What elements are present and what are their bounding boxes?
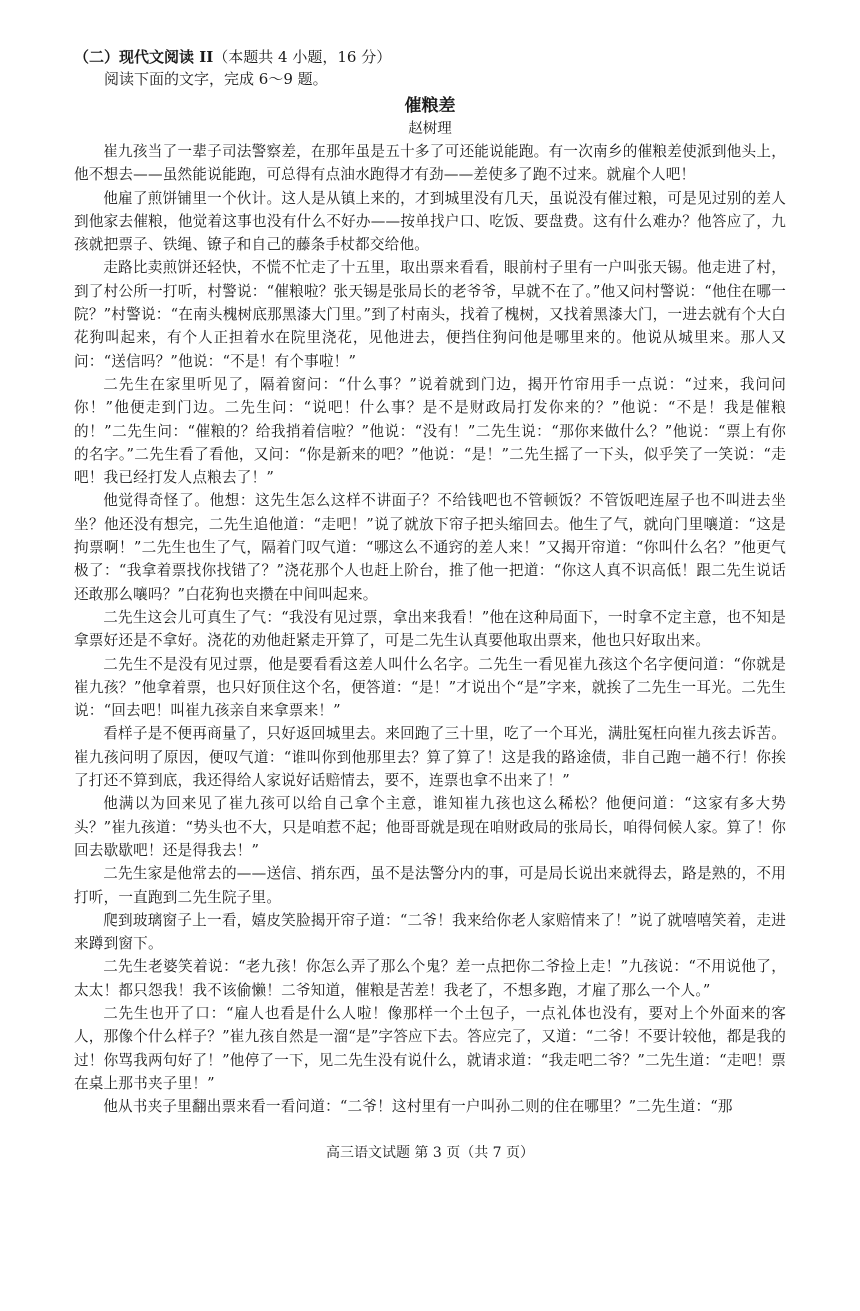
- section-note: （本题共 4 小题，16 分）: [213, 48, 392, 66]
- paragraph: 他满以为回来见了崔九孩可以给自己拿个主意，谁知崔九孩也这么稀松？他便问道：“这家有多大势头？”崔九孩道：“势头也不大，只是咱惹不起；他哥哥就是现在咱财政局的张局长，咱得伺候人家。算了！你回去歇歇吧！还是得我去！”: [74, 795, 786, 859]
- paragraph: 他从书夹子里翻出票来看一看问道：“二爷！这村里有一户叫孙二则的住在哪里？”二先生道：“那: [103, 1098, 733, 1116]
- story-title: 催粮差: [404, 96, 456, 116]
- exam-page: [74, 46, 786, 1118]
- page-footer: 高三语文试题 第 3 页（共 7 页）: [325, 1145, 535, 1161]
- reading-instruction: 阅读下面的文字，完成 6～9 题。: [104, 70, 328, 88]
- section-label: （二）现代文阅读 II: [74, 48, 214, 66]
- story-body: [74, 140, 786, 1118]
- paragraph: 二先生这会儿可真生了气：“我没有见过票，拿出来我看！”他在这种局面下，一时拿不定主意，也不知是拿票好还是不拿好。浇花的劝他赶紧走开算了，可是二先生认真要他取出票来，他也只好取出来。: [74, 608, 786, 650]
- section-header: [74, 46, 786, 68]
- paragraph: 二先生老婆笑着说：“老九孩！你怎么弄了那么个鬼？差一点把你二爷捡上走！”九孩说：“不用说他了，太太！都只怨我！我不该偷懒！二爷知道，催粮是苦差！我老了，不想多跑，才雇了那么一个人。”: [74, 958, 786, 999]
- paragraph: 二先生也开了口：“雇人也看是什么人啦！像那样一个土包子，一点礼体也没有，要对上个外面来的客人，那像个什么样子？”崔九孩自然是一溜“是”字答应下去。答应完了，又道：“二爷！不要计较他，都是我的过！你骂我两句好了！”他停了一下，见二先生没有说什么，就请求道：“我走吧二爷？”二先生道：“走吧！票在桌上那书夹子里！”: [74, 1004, 786, 1092]
- paragraph: 走路比卖煎饼还轻快，不慌不忙走了十五里，取出票来看看，眼前村子里有一户叫张天锡。他走进了村，到了村公所一打听，村警说：“催粮啦？张天锡是张局长的老爷爷，早就不在了。”他又问村警说：“他住在哪一院？”村警说：“在南头槐树底那黑漆大门里。”到了村南头，找着了槐树，又找着黑漆大门，一进去就有个大白花狗叫起来，有个人正担着水在院里浇花，见他进去，便挡住狗问他是哪里来的。他说从城里来。那人又问：“送信吗？”他说：“不是！有个事啦！”: [74, 259, 786, 370]
- paragraph: 二先生在家里听见了，隔着窗问：“什么事？”说着就到门边，揭开竹帘用手一点说：“过来，我问问你！”他便走到门边。二先生问：“说吧！什么事？是不是财政局打发你来的？”他说：“不是！我是催粮的！”二先生问：“催粮的？给我捎着信啦？”他说：“没有！”二先生说：“那你来做什么？”他说：“票上有你的名字。”二先生看了看他，又问：“你是新来的吧？”他说：“是！”二先生摇了一下头，似乎笑了一笑说：“走吧！我已经打发人点粮去了！”: [74, 375, 786, 487]
- paragraph: 二先生家是他常去的——送信、捎东西，虽不是法警分内的事，可是局长说出来就得去，路是熟的，不用打听，一直跑到二先生院子里。: [74, 865, 786, 906]
- paragraph: 二先生不是没有见过票，他是要看看这差人叫什么名字。二先生一看见崔九孩这个名字便问道：“你就是崔九孩？”他拿着票，也只好顶住这个名，便答道：“是！”才说出个“是”字来，就挨了二先生一耳光。二先生说：“回去吧！叫崔九孩亲自来拿票来！”: [74, 655, 786, 720]
- story-author: 赵树理: [408, 121, 452, 137]
- paragraph: 他雇了煎饼铺里一个伙计。这人是从镇上来的，才到城里没有几天，虽说没有催过粮，可是见过别的差人到他家去催粮，他觉着这事也没有什么不好办——按单找户口、吃饭、要盘费。这有什么难办？他答应了，九孩就把票子、铁绳、镣子和自己的藤条手杖都交给他。: [74, 189, 786, 254]
- paragraph: 爬到玻璃窗子上一看，嬉皮笑脸揭开帘子道：“二爷！我来给你老人家赔情来了！”说了就嘻嘻笑着，走进来蹲到窗下。: [74, 911, 786, 953]
- paragraph: 他觉得奇怪了。他想：这先生怎么这样不讲面子？不给钱吧也不管顿饭？不管饭吧连屋子也不叫进去坐坐？他还没有想完，二先生追他道：“走吧！”说了就放下帘子把头缩回去。他生了气，就向门里嚷道：“这是拘票啊！”二先生也生了气，隔着门叹气道：“哪这么不通窍的差人来！”又揭开帘道：“你叫什么名？”他更气极了：“我拿着票找你找错了？”浇花那个人也赶上阶台，推了他一把道：“你这人真不识高低！跟二先生说话还敢那么嚷吗？”白花狗也夹攒在中间叫起来。: [74, 492, 786, 603]
- paragraph: 看样子是不便再商量了，只好返回城里去。来回跑了三十里，吃了一个耳光，满肚冤枉向崔九孩去诉苦。崔九孩问明了原因，便叹气道：“谁叫你到他那里去？算了算了！这是我的路途债，非自己跑一趟不行！你挨了打还不算到底，我还得给人家说好话赔情去，要不，连票也拿不出来了！”: [74, 725, 786, 790]
- paragraph: 崔九孩当了一辈子司法警察差，在那年虽是五十多了可还能说能跑。有一次南乡的催粮差使派到他头上，他不想去——虽然能说能跑，可总得有点油水跑得才有劲——差使多了跑不过来。就雇个人吧！: [74, 143, 786, 184]
